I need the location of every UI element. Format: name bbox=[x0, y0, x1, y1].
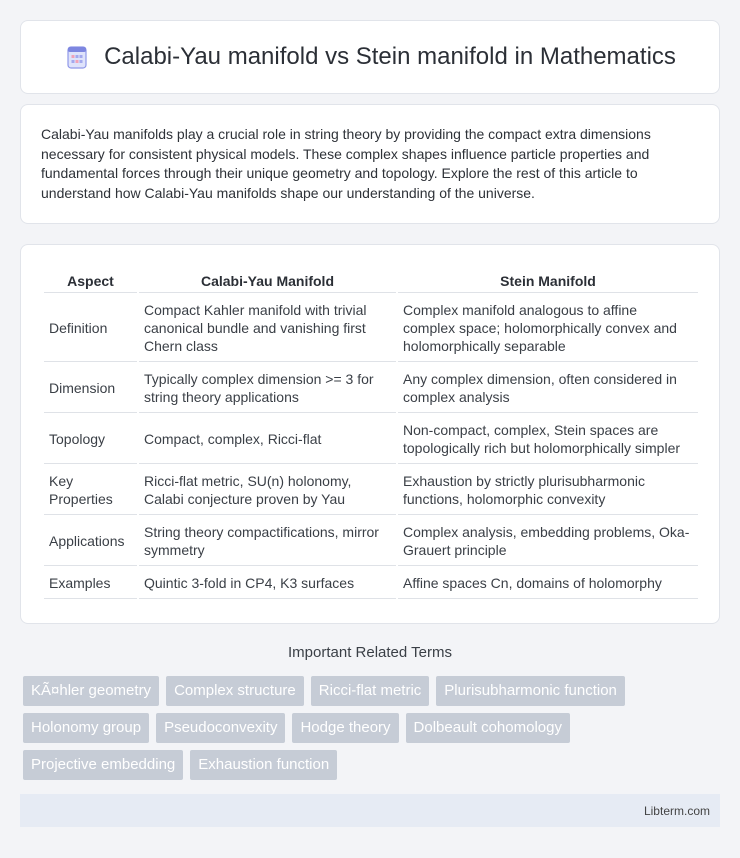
page-title: Calabi-Yau manifold vs Stein manifold in Mathematics bbox=[104, 43, 676, 70]
row-calabi-yau: Quintic 3-fold in CP4, K3 surfaces bbox=[139, 568, 396, 599]
header-aspect: Aspect bbox=[44, 267, 137, 293]
header-stein: Stein Manifold bbox=[398, 267, 698, 293]
related-term-tag[interactable]: Ricci-flat metric bbox=[311, 676, 430, 706]
header-calabi-yau: Calabi-Yau Manifold bbox=[139, 267, 396, 293]
related-term-tag[interactable]: Holonomy group bbox=[23, 713, 149, 743]
related-terms-list bbox=[23, 676, 723, 780]
intro-paragraph: Calabi-Yau manifolds play a crucial role in string theory by providing the compact extra dimensions necessary for consistent physical models. These complex shapes influence particle properties and fundamental forces through their unique geometry and topology. Explore the rest of this article to understand how Calabi-Yau manifolds shape our understanding of the universe. bbox=[41, 126, 651, 201]
table-row bbox=[44, 364, 698, 413]
row-calabi-yau: Ricci-flat metric, SU(n) holonomy, Calabi conjecture proven by Yau bbox=[139, 466, 396, 515]
row-aspect: Definition bbox=[44, 295, 137, 362]
related-term-tag[interactable]: Complex structure bbox=[166, 676, 304, 706]
row-aspect: Key Properties bbox=[44, 466, 137, 515]
row-calabi-yau: Typically complex dimension >= 3 for string theory applications bbox=[139, 364, 396, 413]
row-aspect: Topology bbox=[44, 415, 137, 464]
row-stein: Affine spaces Cn, domains of holomorphy bbox=[398, 568, 698, 599]
row-stein: Complex manifold analogous to affine complex space; holomorphically convex and holomorphically separable bbox=[398, 295, 698, 362]
related-term-tag[interactable]: Exhaustion function bbox=[190, 750, 337, 780]
row-stein: Non-compact, complex, Stein spaces are topologically rich but holomorphically simpler bbox=[398, 415, 698, 464]
footer-site-link[interactable]: Libterm.com bbox=[643, 803, 710, 818]
related-term-tag[interactable]: Hodge theory bbox=[292, 713, 398, 743]
table-row bbox=[44, 466, 698, 515]
row-calabi-yau: String theory compactifications, mirror symmetry bbox=[139, 517, 396, 566]
comparison-table bbox=[42, 265, 700, 601]
table-header-row bbox=[44, 267, 698, 293]
title-card bbox=[20, 20, 720, 94]
row-calabi-yau: Compact Kahler manifold with trivial canonical bundle and vanishing first Chern class bbox=[139, 295, 396, 362]
row-aspect: Examples bbox=[44, 568, 137, 599]
related-term-tag[interactable]: Dolbeault cohomology bbox=[406, 713, 570, 743]
related-term-tag[interactable]: Pseudoconvexity bbox=[156, 713, 285, 743]
row-aspect: Dimension bbox=[44, 364, 137, 413]
row-stein: Exhaustion by strictly plurisubharmonic functions, holomorphic convexity bbox=[398, 466, 698, 515]
related-term-tag[interactable]: KÃ¤hler geometry bbox=[23, 676, 159, 706]
footer bbox=[20, 794, 720, 827]
comparison-card bbox=[20, 244, 720, 624]
related-term-tag[interactable]: Projective embedding bbox=[23, 750, 183, 780]
table-row bbox=[44, 295, 698, 362]
row-aspect: Applications bbox=[44, 517, 137, 566]
table-row bbox=[44, 415, 698, 464]
related-terms-heading: Important Related Terms bbox=[288, 644, 452, 661]
row-calabi-yau: Compact, complex, Ricci-flat bbox=[139, 415, 396, 464]
table-row bbox=[44, 517, 698, 566]
document-icon bbox=[64, 44, 90, 70]
intro-card bbox=[20, 104, 720, 224]
row-stein: Any complex dimension, often considered in complex analysis bbox=[398, 364, 698, 413]
related-term-tag[interactable]: Plurisubharmonic function bbox=[436, 676, 625, 706]
table-row bbox=[44, 568, 698, 599]
row-stein: Complex analysis, embedding problems, Oka-Grauert principle bbox=[398, 517, 698, 566]
